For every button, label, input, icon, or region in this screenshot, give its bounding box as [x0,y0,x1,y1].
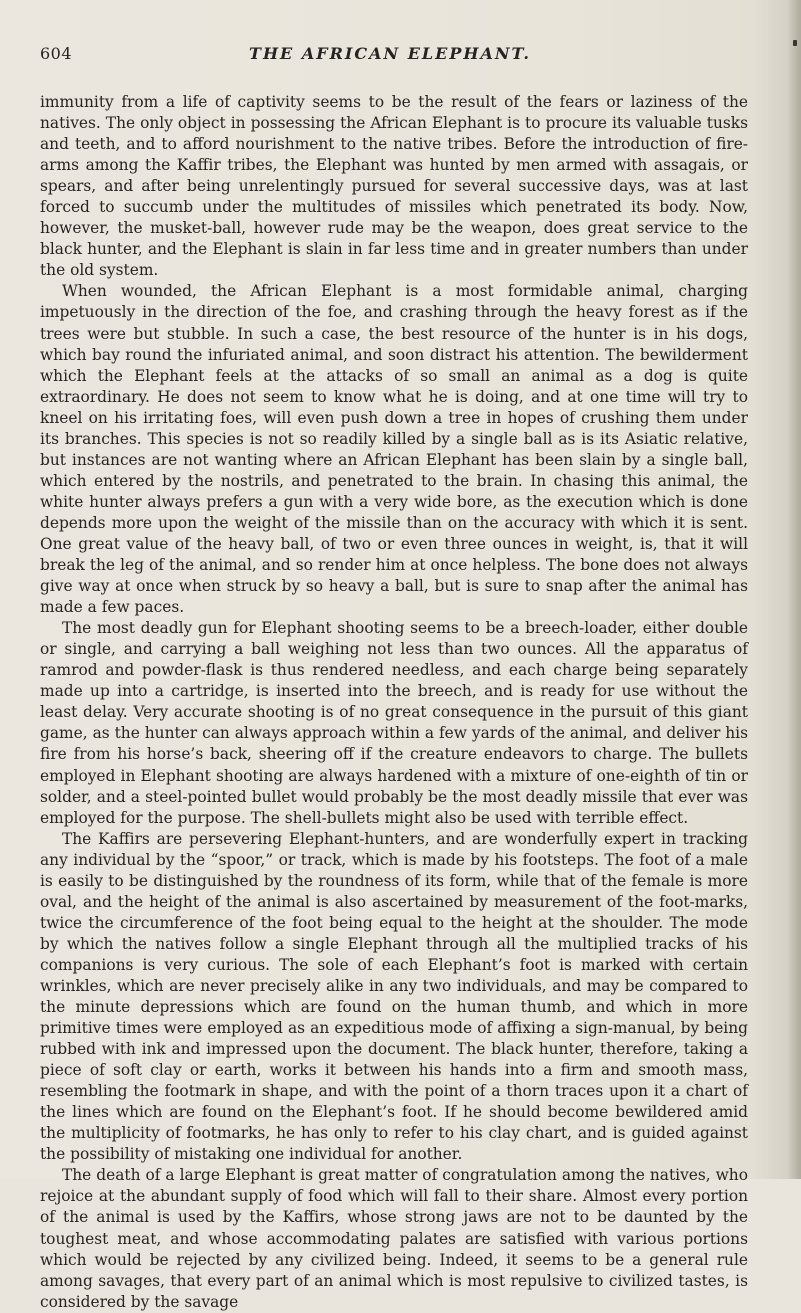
paragraph-5: The death of a large Elephant is great matter of congratulation among the natives, who rejoice at the abundant supply of food which will fall to their share. Almost every portion of the animal is used by the Kaffirs, whose strong jaws are not to be daunted by the toughest meat, and whose accommodating palates are satisfied with various portions which would be rejected by any civilized being. Indeed, it seems to be a general rule among savages, that every part of an animal which is most repulsive to civilized tastes, is considered by the savage [40,1166,748,1311]
paragraph-3: The most deadly gun for Elephant shooting seems to be a breech-loader, either double or single, and carrying a ball weighing not less than two ounces. All the apparatus of ramrod and powder-flask is thus rendered needless, and each charge being separately made up into a cartridge, is inserted into the breech, and is ready for use without the least delay. Very accurate shooting is of no great consequence in the pursuit of this giant game, as the hunter can always approach within a few yards of the animal, and deliver his fire from his horse’s back, sheering off if the creature endeavors to charge. The bullets employed in Elephant shooting are always hardened with a mixture of one-eighth of tin or solder, and a steel-pointed bullet would probably be the most deadly missile that ever was employed for the purpose. The shell-bullets might also be used with terrible effect. [40,619,748,827]
paragraph-4: The Kaffirs are persevering Elephant-hunters, and are wonderfully expert in tracking any individual by the “spoor,” or track, which is made by his footsteps. The foot of a male is easily to be distinguished by the roundness of its form, while that of the female is more oval, and the height of the animal is also ascertained by measurement of the foot-marks, twice the circumference of the foot being equal to the height at the shoulder. The mode by which the natives follow a single Elephant through all the multiplied tracks of his companions is very curious. The sole of each Elephant’s foot is marked with certain wrinkles, which are never precisely alike in any two individuals, and may be compared to the minute depressions which are found on the human thumb, and which in more primitive times were employed as an expeditious mode of affixing a sign-manual, by being rubbed with ink and impressed upon the document. The black hunter, therefore, taking a piece of soft clay or earth, works it between his hands into a firm and smooth mass, resembling the footmark in shape, and with the point of a thorn traces upon it a chart of the lines which are found on the Elephant’s foot. If he should become bewildered amid the multiplicity of footmarks, he has only to refer to his clay chart, and is guided against the possibility of mistaking one individual for another. [40,829,748,1164]
page-edge-shadow [787,0,801,1179]
paragraph-1: immunity from a life of captivity seems to be the result of the fears or laziness of the natives. The only object in possessing the African Elephant is to procure its valuable tusks and teeth, and to afford nourishment to the native tribes. Before the introduction of fire-arms among the Kaffir tribes, the Elephant was hunted by men armed with assagais, or spears, and after being unrelentingly pursued for several successive days, was at last forced to succumb under the multitudes of missiles which penetrated its body. Now, however, the musket-ball, however rude may be the weapon, does great service to the black hunter, and the Elephant is slain in far less time and in greater numbers than under the old system. [40,93,748,280]
paragraph-2: When wounded, the African Elephant is a most formidable animal, charging impetuously in the direction of the foe, and crashing through the heavy forest as if the trees were but stubble. In such a case, the best resource of the hunter is in his dogs, which bay round the infuriated animal, and soon distract his attention. The bewilderment which the Elephant feels at the attacks of so small an animal as a dog is quite extraordinary. He does not seem to know what he is doing, and at one time will try to kneel on his irritating foes, will even push down a tree in hopes of crushing them under its branches. This species is not so readily killed by a single ball as is its Asiatic relative, but instances are not wanting where an African Elephant has been slain by a single ball, which entered by the nostrils, and penetrated to the brain. In chasing this animal, the white hunter always prefers a gun with a very wide bore, as the execution which is done depends more upon the weight of the missile than on the accuracy with which it is sent. One great value of the heavy ball, of two or even three ounces in weight, is, that it will break the leg of the animal, and so render him at once helpless. The bone does not always give way at once when struck by so heavy a ball, but is sure to snap after the animal has made a few paces. [40,282,748,617]
page-number: 604 [40,44,73,63]
page-header [40,44,740,70]
running-title: THE AFRICAN ELEPHANT. [249,44,531,63]
page-edge-mark [793,40,797,46]
body-text [40,92,748,1313]
